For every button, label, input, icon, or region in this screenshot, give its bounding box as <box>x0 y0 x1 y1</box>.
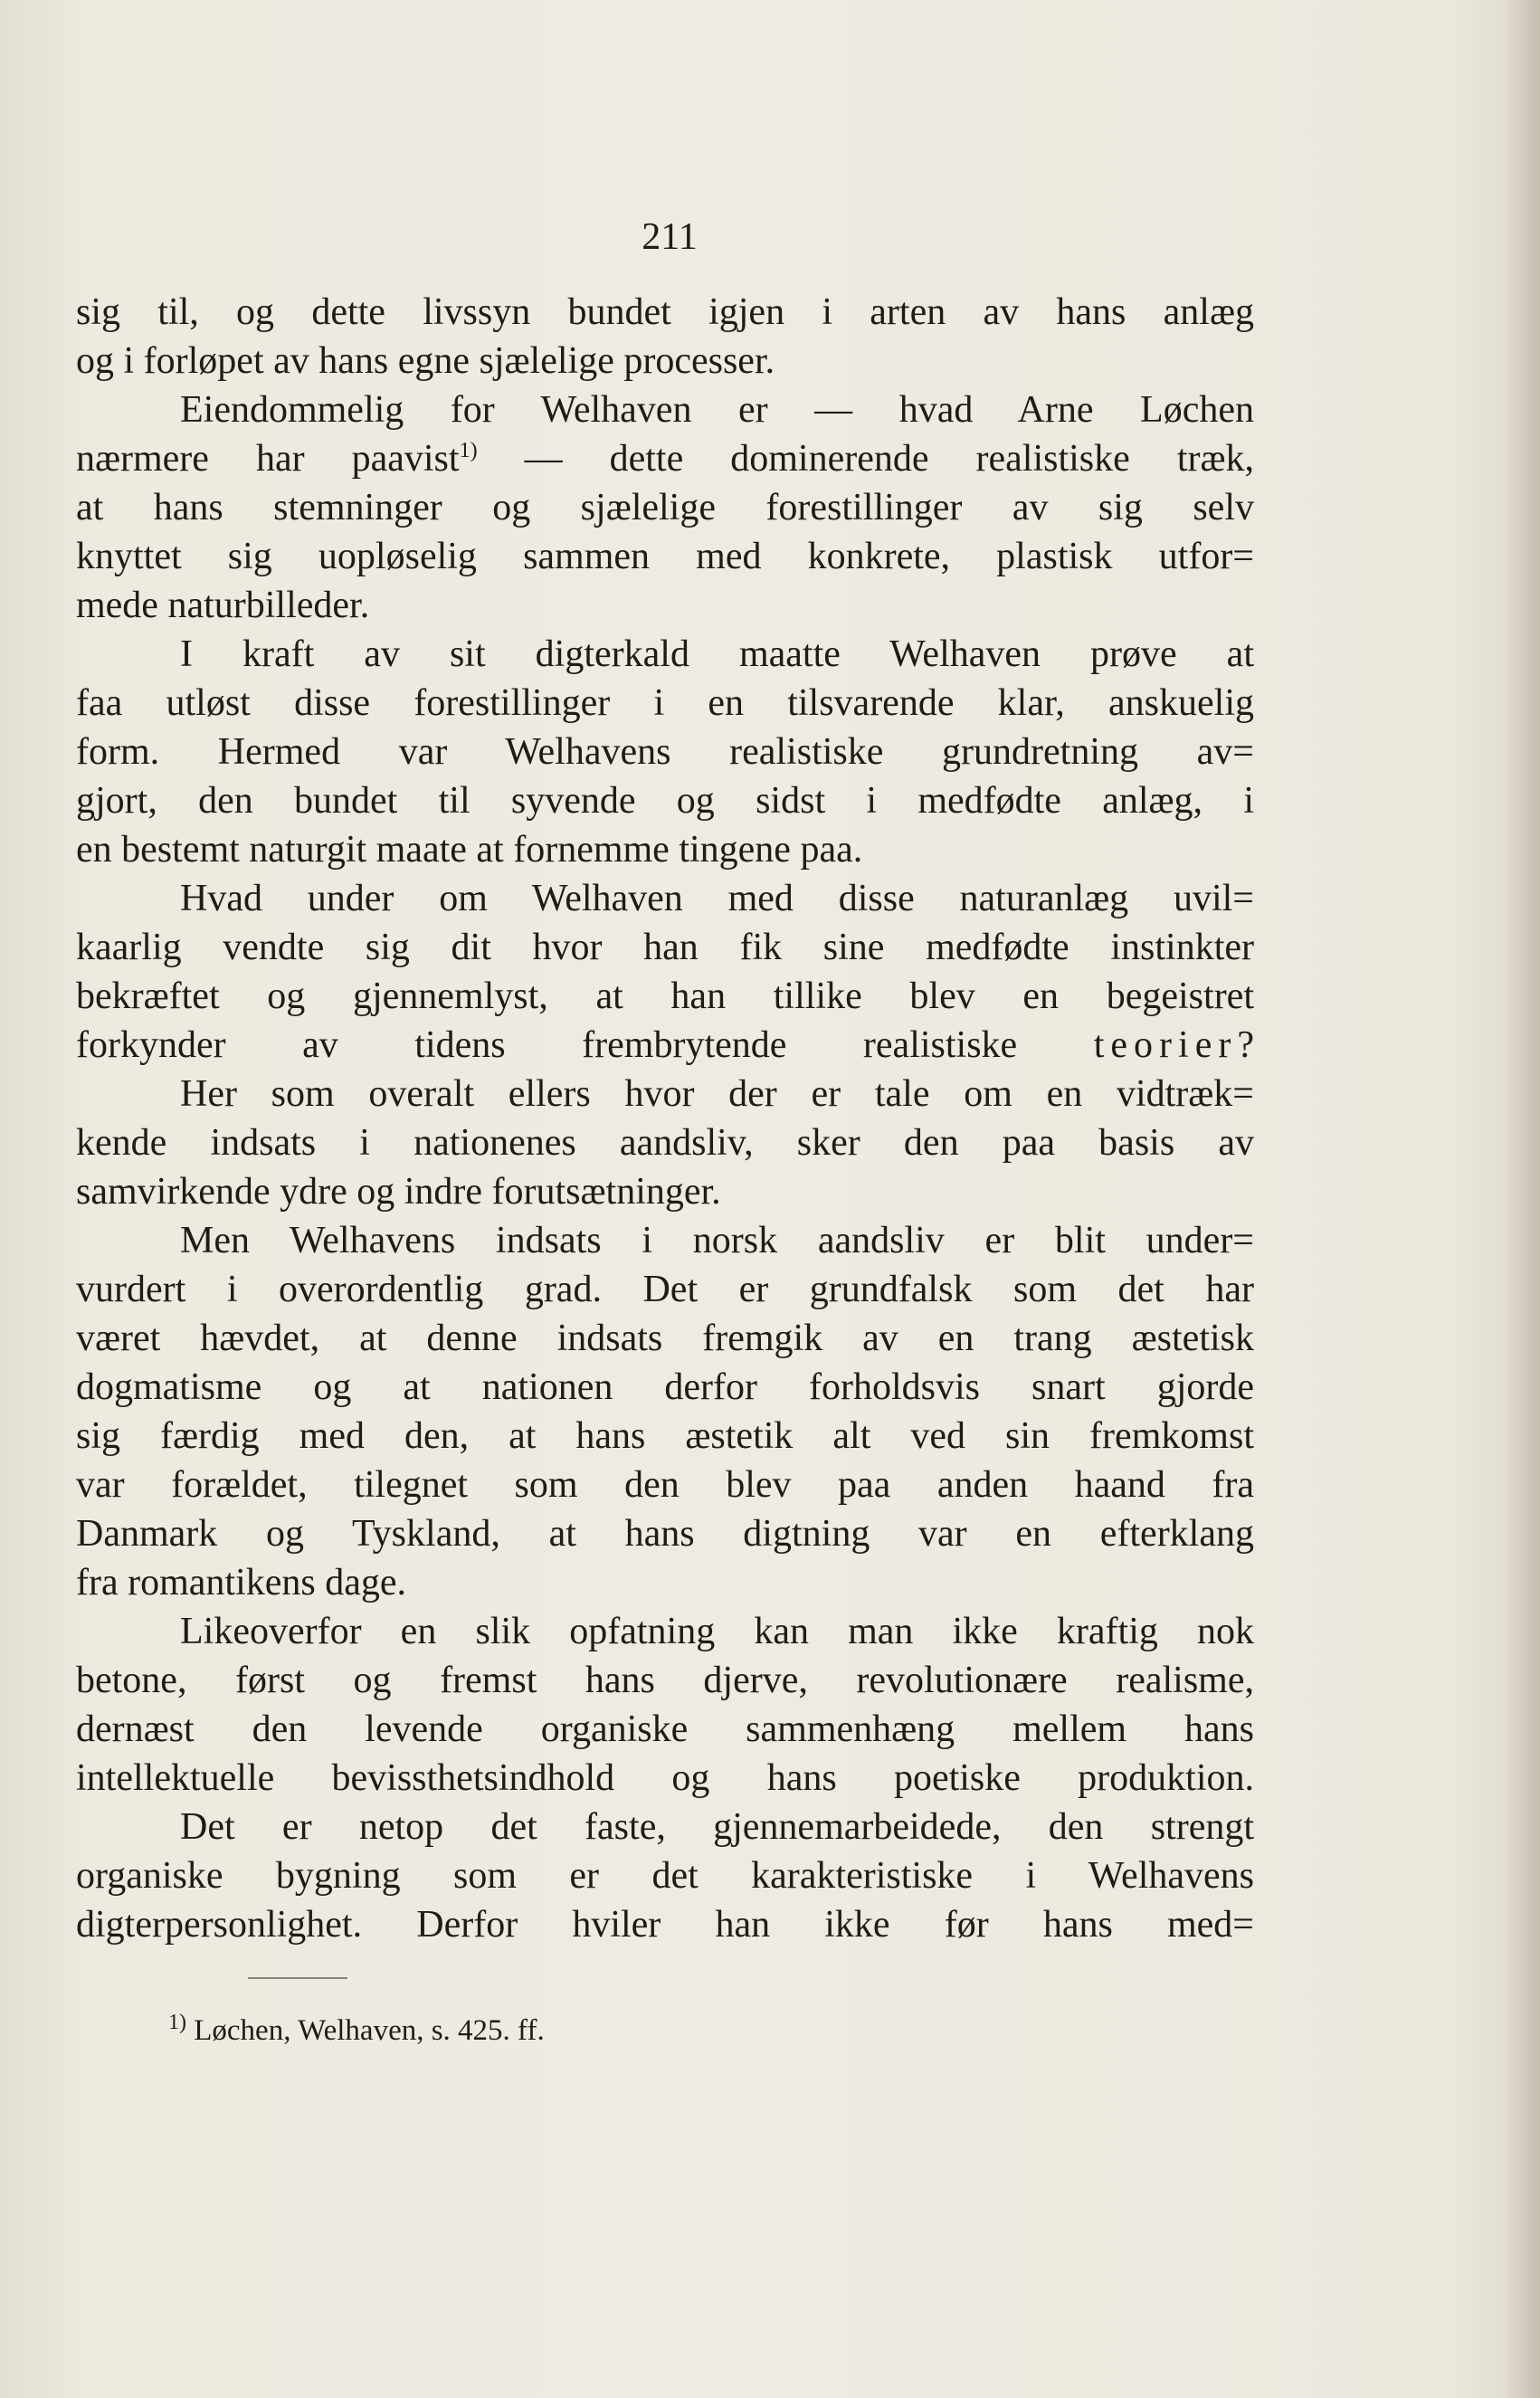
spaced-emphasis: teorier <box>1093 1024 1238 1066</box>
text-line <box>76 483 1254 532</box>
text-line <box>76 288 1254 337</box>
text-line-content: form. Hermed var Welhavens realistiske grundretning av= <box>76 731 1254 773</box>
text-line-content: været hævdet, at denne indsats fremgik av en trang æstetisk <box>76 1318 1254 1359</box>
text-line <box>76 1656 1254 1705</box>
text-line <box>76 825 1254 874</box>
text-line <box>76 1070 1254 1118</box>
text-line <box>76 1705 1254 1754</box>
text-line-content: Hvad under om Welhaven med disse naturanlæg uvil= <box>180 878 1254 919</box>
text-line-content: knyttet sig uopløselig sammen med konkrete, plastisk utfor= <box>76 536 1254 577</box>
text-line <box>76 1363 1254 1412</box>
text-line <box>76 776 1254 825</box>
footnote-reference: 1) <box>459 439 478 462</box>
text-line <box>76 1167 1254 1216</box>
text-line <box>76 679 1254 728</box>
text-line-content: sig færdig med den, at hans æstetik alt ved sin fremkomst <box>76 1415 1254 1457</box>
text-line-content: kaarlig vendte sig dit hvor han fik sine medfødte instinkter <box>76 927 1254 968</box>
text-line <box>76 1509 1254 1558</box>
text-line-content: nærmere har paavist <box>76 438 460 480</box>
text-line <box>76 1754 1254 1803</box>
page-edge-shadow <box>1504 0 1540 2398</box>
text-line <box>76 923 1254 972</box>
footnote-text: Løchen, Welhaven, s. 425. ff. <box>186 2014 545 2047</box>
text-line-content: faa utløst disse forestillinger i en tilsvarende klar, anskuelig <box>76 682 1254 724</box>
text-line-content: var forældet, tilegnet som den blev paa anden haand fra <box>76 1464 1254 1506</box>
text-line-content: betone, først og fremst hans djerve, revolutionære realisme, <box>76 1660 1254 1701</box>
text-line <box>76 1461 1254 1509</box>
text-line-content: vurdert i overordentlig grad. Det er grundfalsk som det har <box>76 1269 1254 1310</box>
text-line <box>76 337 1254 385</box>
text-line-content: Eiendommelig for Welhaven er — hvad Arne Løchen <box>180 389 1254 431</box>
text-line-content: dogmatisme og at nationen derfor forholdsvis snart gjorde <box>76 1366 1254 1408</box>
text-line-continuation: — dette dominerende realistiske træk, <box>477 438 1254 480</box>
text-line <box>76 1558 1254 1607</box>
text-line-content: I kraft av sit digterkald maatte Welhaven prøve at <box>180 633 1254 675</box>
text-line <box>76 1265 1254 1314</box>
text-line <box>76 1607 1254 1656</box>
text-line-content: organiske bygning som er det karakteristiske i Welhavens <box>76 1855 1254 1897</box>
text-line-content: Likeoverfor en slik opfatning kan man ikke kraftig nok <box>180 1611 1254 1652</box>
text-line <box>76 630 1254 679</box>
text-line <box>76 728 1254 776</box>
text-line-content: Men Welhavens indsats i norsk aandsliv er blit under= <box>180 1220 1254 1261</box>
text-line-content: og i forløpet av hans egne sjælelige processer. <box>76 340 775 382</box>
text-line-content: fra romantikens dage. <box>76 1562 407 1603</box>
text-line-content: intellektuelle bevissthetsindhold og hans poetiske produktion. <box>76 1757 1254 1799</box>
footnote <box>168 2011 545 2051</box>
text-line-content: forkynder av tidens frembrytende realistiske <box>76 1024 1094 1066</box>
footnote-separator <box>248 1977 347 1979</box>
text-line-content: kende indsats i nationenes aandsliv, sker den paa basis av <box>76 1122 1254 1164</box>
text-line-content: digterpersonlighet. Derfor hviler han ikke før hans med= <box>76 1904 1254 1946</box>
text-line <box>76 1216 1254 1265</box>
text-line-content: gjort, den bundet til syvende og sidst i medfødte anlæg, i <box>76 780 1254 822</box>
body-text <box>76 288 1254 1949</box>
text-line-content: samvirkende ydre og indre forutsætninger. <box>76 1171 721 1213</box>
text-line-continuation: ? <box>1237 1024 1254 1066</box>
text-line <box>76 385 1254 434</box>
footnote-marker: 1) <box>168 2011 186 2034</box>
text-line <box>76 532 1254 581</box>
text-line-content: mede naturbilleder. <box>76 585 370 626</box>
text-line <box>76 972 1254 1021</box>
text-line-content: Det er netop det faste, gjennemarbeidede, den strengt <box>180 1806 1254 1848</box>
text-line-content: at hans stemninger og sjælelige forestillinger av sig selv <box>76 487 1254 528</box>
text-line <box>76 1851 1254 1900</box>
text-line <box>76 1412 1254 1461</box>
text-line-content: dernæst den levende organiske sammenhæng mellem hans <box>76 1708 1254 1750</box>
page-number: 211 <box>642 216 698 258</box>
text-line <box>76 434 1254 483</box>
text-line <box>76 1314 1254 1363</box>
text-line-content: en bestemt naturgit maate at fornemme tingene paa. <box>76 829 863 871</box>
text-line-content: bekræftet og gjennemlyst, at han tillike blev en begeistret <box>76 975 1254 1017</box>
text-line-content: Danmark og Tyskland, at hans digtning var en efterklang <box>76 1513 1254 1555</box>
text-line <box>76 581 1254 630</box>
text-line <box>76 1021 1254 1070</box>
text-line-content: sig til, og dette livssyn bundet igjen i arten av hans anlæg <box>76 291 1254 333</box>
text-line <box>76 1900 1254 1949</box>
text-line <box>76 1803 1254 1851</box>
text-line <box>76 1118 1254 1167</box>
text-line-content: Her som overalt ellers hvor der er tale om en vidtræk= <box>180 1073 1254 1115</box>
text-line <box>76 874 1254 923</box>
